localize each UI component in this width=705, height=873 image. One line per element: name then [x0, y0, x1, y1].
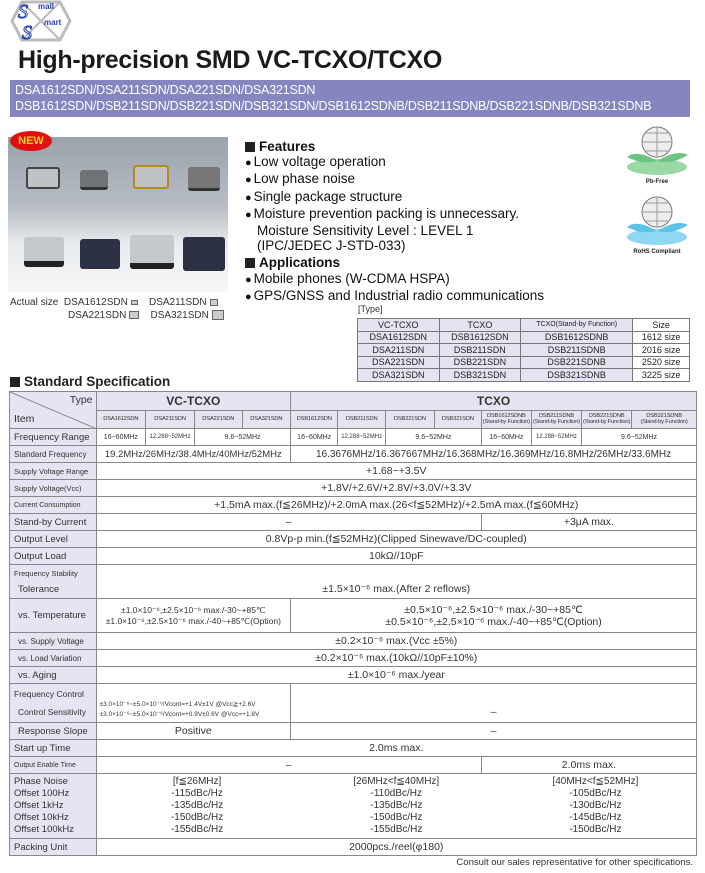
row-label: Output Level	[10, 531, 97, 548]
row-label	[10, 774, 97, 839]
application-item: ● Mobile phones (W-CDMA HSPA)	[245, 271, 544, 288]
cell: 2000pcs./reel(φ180)	[96, 839, 696, 856]
cell: 19.2MHz/26MHz/38.4MHz/40MHz/52MHz	[96, 446, 291, 463]
model-line-vc: DSA1612SDN/DSA211SDN/DSA221SDN/DSA321SDN	[15, 83, 316, 97]
feature-item-cont: Moisture Sensitivity Level : LEVEL 1	[257, 223, 474, 239]
row-label: Stand-by Current	[10, 514, 97, 531]
row-output-load	[10, 548, 697, 565]
pn-value: -155dBc/Hz	[170, 824, 224, 835]
size-swatch-icon	[129, 311, 139, 319]
model-header: DSB221SDN	[385, 410, 434, 429]
pn-value: -150dBc/Hz	[170, 812, 224, 823]
pn-value: [40MHz<f≦52MHz]	[552, 776, 639, 787]
cell: ±0.2×10⁻⁶ max.(Vcc ±5%)	[96, 633, 696, 650]
cell: –	[291, 723, 697, 740]
phase-noise-column	[496, 776, 695, 836]
size-swatch-icon	[212, 310, 224, 320]
cell: 12.288~52MHz	[531, 429, 581, 446]
standby-note: (Stand-by Function)	[532, 419, 581, 426]
feature-item: ● Low voltage operation	[245, 154, 544, 171]
row-label: vs. Supply Voltage	[10, 633, 97, 650]
pn-value: -115dBc/Hz	[171, 788, 223, 799]
row-vs-temperature	[10, 599, 697, 633]
cell	[96, 599, 291, 633]
cell: 9.6~52MHz	[194, 429, 290, 446]
row-vs-supply-voltage	[10, 633, 697, 650]
type-row	[358, 331, 690, 344]
line: ±3.0×10⁻⁶~±5.0×10⁻⁶/Vcont=+1.4V±1V @Vcc≧+2.6V	[99, 701, 256, 708]
actual-size-item: DSA221SDN	[68, 310, 127, 321]
cell: –	[96, 757, 481, 774]
feature-item: ● Moisture prevention packing is unnecessary.	[245, 206, 544, 223]
item-label: Item	[14, 413, 35, 425]
row-label: vs. Load Variation	[10, 650, 97, 667]
pn-value: -105dBc/Hz	[569, 788, 622, 799]
model-header: DSA321SDN	[242, 410, 291, 429]
type-cell: 2016 size	[633, 344, 690, 357]
type-cell: DSB221SDNB	[521, 356, 633, 369]
row-frequency-range	[10, 429, 697, 446]
cell: 9.6~52MHz	[582, 429, 697, 446]
feature-item-cont: (IPC/JEDEC J-STD-033)	[257, 238, 406, 254]
cell: 9.6~52MHz	[385, 429, 481, 446]
label-line: Offset 100kHz	[14, 824, 75, 835]
row-standby-current	[10, 514, 697, 531]
footer-note: Consult our sales representative for other specifications.	[456, 857, 693, 868]
size-swatch-icon	[210, 299, 218, 306]
cell: ±1.0×10⁻⁶ max./year	[96, 667, 696, 684]
model-list-bar	[10, 80, 690, 117]
features-section	[245, 139, 544, 305]
pn-value: -150dBc/Hz	[370, 812, 423, 823]
model-header: DSA221SDN	[194, 410, 242, 429]
application-item: ● GPS/GNSS and Industrial radio communications	[245, 288, 544, 305]
pn-value: [26MHz<f≦40MHz]	[353, 776, 440, 787]
cell: 16~60MHz	[481, 429, 531, 446]
row-label: Supply Voltage(Vcc)	[10, 480, 97, 497]
type-cell: 1612 size	[633, 331, 690, 344]
cell: 12.288~52MHz	[146, 429, 195, 446]
row-label: Packing Unit	[10, 839, 97, 856]
row-label: Output Load	[10, 548, 97, 565]
label-line: Frequency Control	[14, 689, 84, 699]
cell: +1.68~+3.5V	[96, 463, 696, 480]
globe-plant-icon	[622, 195, 692, 247]
spec-table	[9, 391, 697, 856]
cell: 16~60MHz	[291, 429, 338, 446]
standby-note: (Stand-by Function)	[640, 419, 688, 426]
actual-size-label: Actual size	[10, 297, 59, 308]
pn-value: -130dBc/Hz	[569, 800, 622, 811]
new-badge: NEW	[10, 131, 52, 151]
row-supply-voltage	[10, 480, 697, 497]
pn-value: -150dBc/Hz	[569, 824, 622, 835]
group-vc-tcxo: VC-TCXO	[96, 392, 291, 411]
type-header: VC-TCXO	[358, 319, 440, 332]
phase-noise-column	[297, 776, 496, 836]
row-label	[10, 684, 97, 723]
row-vs-load-variation	[10, 650, 697, 667]
type-cell: DSA221SDN	[358, 356, 440, 369]
label-line: Offset 1kHz	[14, 800, 64, 811]
line: ±0.5×10⁻⁶,±2.5×10⁻⁶ max./-30~+85℃	[404, 603, 583, 616]
row-label: Frequency Range	[10, 429, 97, 446]
model-header	[632, 410, 697, 429]
actual-size-legend	[10, 296, 224, 322]
actual-size-item: DSA321SDN	[150, 310, 209, 321]
row-label: vs. Aging	[10, 667, 97, 684]
cell: +1.8V/+2.6V/+2.8V/+3.0V/+3.3V	[96, 480, 696, 497]
model-header	[582, 410, 632, 429]
pn-value: -135dBc/Hz	[170, 800, 224, 811]
row-label: Output Enable Time	[10, 757, 97, 774]
row-label: Standard Frequency	[10, 446, 97, 463]
standby-note: (Stand-by Function)	[482, 419, 530, 426]
pn-value: -155dBc/Hz	[370, 824, 423, 835]
cell: +3μA max.	[481, 514, 696, 531]
row-frequency-stability	[10, 565, 697, 599]
size-swatch-icon	[131, 300, 138, 305]
pn-value: -110dBc/Hz	[370, 788, 422, 799]
type-row	[358, 356, 690, 369]
model-name: DSB221SDNB	[588, 412, 625, 419]
page-title: High-precision SMD VC-TCXO/TCXO	[18, 46, 443, 74]
cell: 12.288~52MHz	[338, 429, 386, 446]
model-header	[531, 410, 581, 429]
model-header: DSA1612SDN	[96, 410, 146, 429]
model-header	[481, 410, 531, 429]
type-cell: DSB1612SDNB	[521, 331, 633, 344]
svg-text:S: S	[18, 1, 28, 23]
line: ±1.0×10⁻⁶,±2.5×10⁻⁶ max./-30~+85℃	[121, 604, 266, 615]
logo-text-1: mall	[38, 2, 55, 11]
type-cell: DSB221SDN	[439, 356, 521, 369]
row-label: vs. Temperature	[10, 599, 97, 633]
type-cell: 2520 size	[633, 356, 690, 369]
row-label: Current Consumption	[10, 497, 97, 514]
logo-text-2: mart	[44, 18, 62, 27]
feature-item: ● Low phase noise	[245, 171, 544, 188]
pn-value: -145dBc/Hz	[569, 812, 622, 823]
group-tcxo: TCXO	[291, 392, 697, 411]
line: ±1.0×10⁻⁶,±2.5×10⁻⁶ max./-40~+85℃(Option)	[105, 615, 281, 626]
model-name: DSB211SDNB	[538, 412, 575, 419]
label-line: Frequency Stability	[14, 568, 78, 578]
row-response-slope	[10, 723, 697, 740]
pb-free-badge	[622, 125, 692, 185]
row-current-consumption	[10, 497, 697, 514]
type-cell: DSB321SDNB	[521, 369, 633, 382]
applications-heading: Applications	[245, 255, 544, 270]
cell: 10kΩ//10pF	[96, 548, 696, 565]
cell: 16~60MHz	[96, 429, 146, 446]
model-line-tcxo: DSB1612SDN/DSB211SDN/DSB221SDN/DSB321SDN/DSB1612SDNB/DSB211SDNB/DSB221SDNB/DSB321SDNB	[15, 99, 652, 113]
line: ±3.0×10⁻⁶~±5.0×10⁻⁶/Vcont=+0.9V±0.6V @Vcc=+1.8V	[99, 711, 260, 718]
cell: 0.8Vp-p min.(f≦52MHz)(Clipped Sinewave/DC-coupled)	[96, 531, 696, 548]
globe-plant-icon	[622, 125, 692, 177]
rohs-badge	[622, 195, 692, 255]
type-row	[358, 369, 690, 382]
label-line: Phase Noise	[14, 776, 68, 787]
type-row	[358, 344, 690, 357]
row-output-level	[10, 531, 697, 548]
actual-size-item: DSA211SDN	[148, 297, 207, 308]
label-line: Offset 100Hz	[14, 788, 70, 799]
row-output-enable-time	[10, 757, 697, 774]
spec-model-row	[10, 410, 697, 429]
type-label: Type	[69, 394, 93, 406]
type-cell: DSA1612SDN	[358, 331, 440, 344]
cell: 16.3676MHz/16.367667MHz/16.368MHz/16.369MHz/16.8MHz/26MHz/33.6MHz	[291, 446, 697, 463]
product-photo	[8, 137, 228, 292]
row-standard-frequency	[10, 446, 697, 463]
type-item-corner	[10, 392, 97, 429]
cell: –	[291, 684, 697, 723]
spec-header-row	[10, 392, 697, 411]
actual-size-item: DSA1612SDN	[63, 297, 128, 308]
type-cell: DSA211SDN	[358, 344, 440, 357]
type-cell: DSA321SDN	[358, 369, 440, 382]
row-label: Response Slope	[10, 723, 97, 740]
type-table-header	[358, 319, 690, 332]
model-name: DSB321SDNB	[646, 412, 682, 419]
model-header: DSA211SDN	[146, 410, 195, 429]
row-supply-voltage-range	[10, 463, 697, 480]
row-phase-noise	[10, 774, 697, 839]
features-heading: Features	[245, 139, 544, 154]
row-frequency-control	[10, 684, 697, 723]
type-label: [Type]	[358, 304, 383, 314]
type-cell: DSB321SDN	[439, 369, 521, 382]
cell: ±1.5×10⁻⁶ max.(After 2 reflows)	[96, 565, 696, 599]
cell: +1.5mA max.(f≦26MHz)/+2.0mA max.(26<f≦52MHz)/+2.5mA max.(f≦60MHz)	[96, 497, 696, 514]
standard-spec-heading: Standard Specification	[10, 374, 170, 389]
row-label	[10, 565, 97, 599]
label-line: Control Sensitivity	[18, 707, 87, 717]
line: ±0.5×10⁻⁶,±2.5×10⁻⁶ max./-40~+85℃(Option)	[385, 615, 602, 628]
standby-note: (Stand-by Function)	[583, 419, 631, 426]
pn-value: -135dBc/Hz	[370, 800, 423, 811]
type-table	[357, 318, 690, 382]
phase-noise-column	[98, 776, 297, 836]
cell: Positive	[96, 723, 291, 740]
row-startup-time	[10, 740, 697, 757]
phase-noise-cell	[96, 774, 696, 839]
model-header: DSB321SDN	[434, 410, 481, 429]
row-label: Supply Voltage Range	[10, 463, 97, 480]
type-cell: DSB1612SDN	[439, 331, 521, 344]
type-header: TCXO	[439, 319, 521, 332]
feature-item: ● Single package structure	[245, 189, 544, 206]
label-line: Tolerance	[18, 583, 60, 595]
label-line: Offset 10kHz	[14, 812, 69, 823]
model-header: DSB1612SDN	[291, 410, 338, 429]
cell: –	[96, 514, 481, 531]
cell: 2.0ms max.	[481, 757, 696, 774]
cell	[96, 684, 291, 723]
cell: 2.0ms max.	[96, 740, 696, 757]
small-smart-logo	[8, 0, 74, 42]
type-header: TCXO(Stand-by Function)	[521, 319, 633, 332]
pb-free-label: Pb-Free	[645, 179, 669, 185]
row-vs-aging	[10, 667, 697, 684]
model-name: DSB1612SDNB	[486, 412, 526, 419]
rohs-label: RoHS Compliant	[633, 249, 681, 255]
svg-text:S: S	[22, 22, 32, 42]
type-cell: 3225 size	[633, 369, 690, 382]
cell: ±0.2×10⁻⁶ max.(10kΩ//10pF±10%)	[96, 650, 696, 667]
cell	[291, 599, 697, 633]
type-cell: DSB211SDNB	[521, 344, 633, 357]
model-header: DSB211SDN	[338, 410, 386, 429]
type-cell: DSB211SDN	[439, 344, 521, 357]
type-header: Size	[633, 319, 690, 332]
row-label: Start up Time	[10, 740, 97, 757]
pn-value: [f≦26MHz]	[172, 776, 222, 787]
row-packing-unit	[10, 839, 697, 856]
